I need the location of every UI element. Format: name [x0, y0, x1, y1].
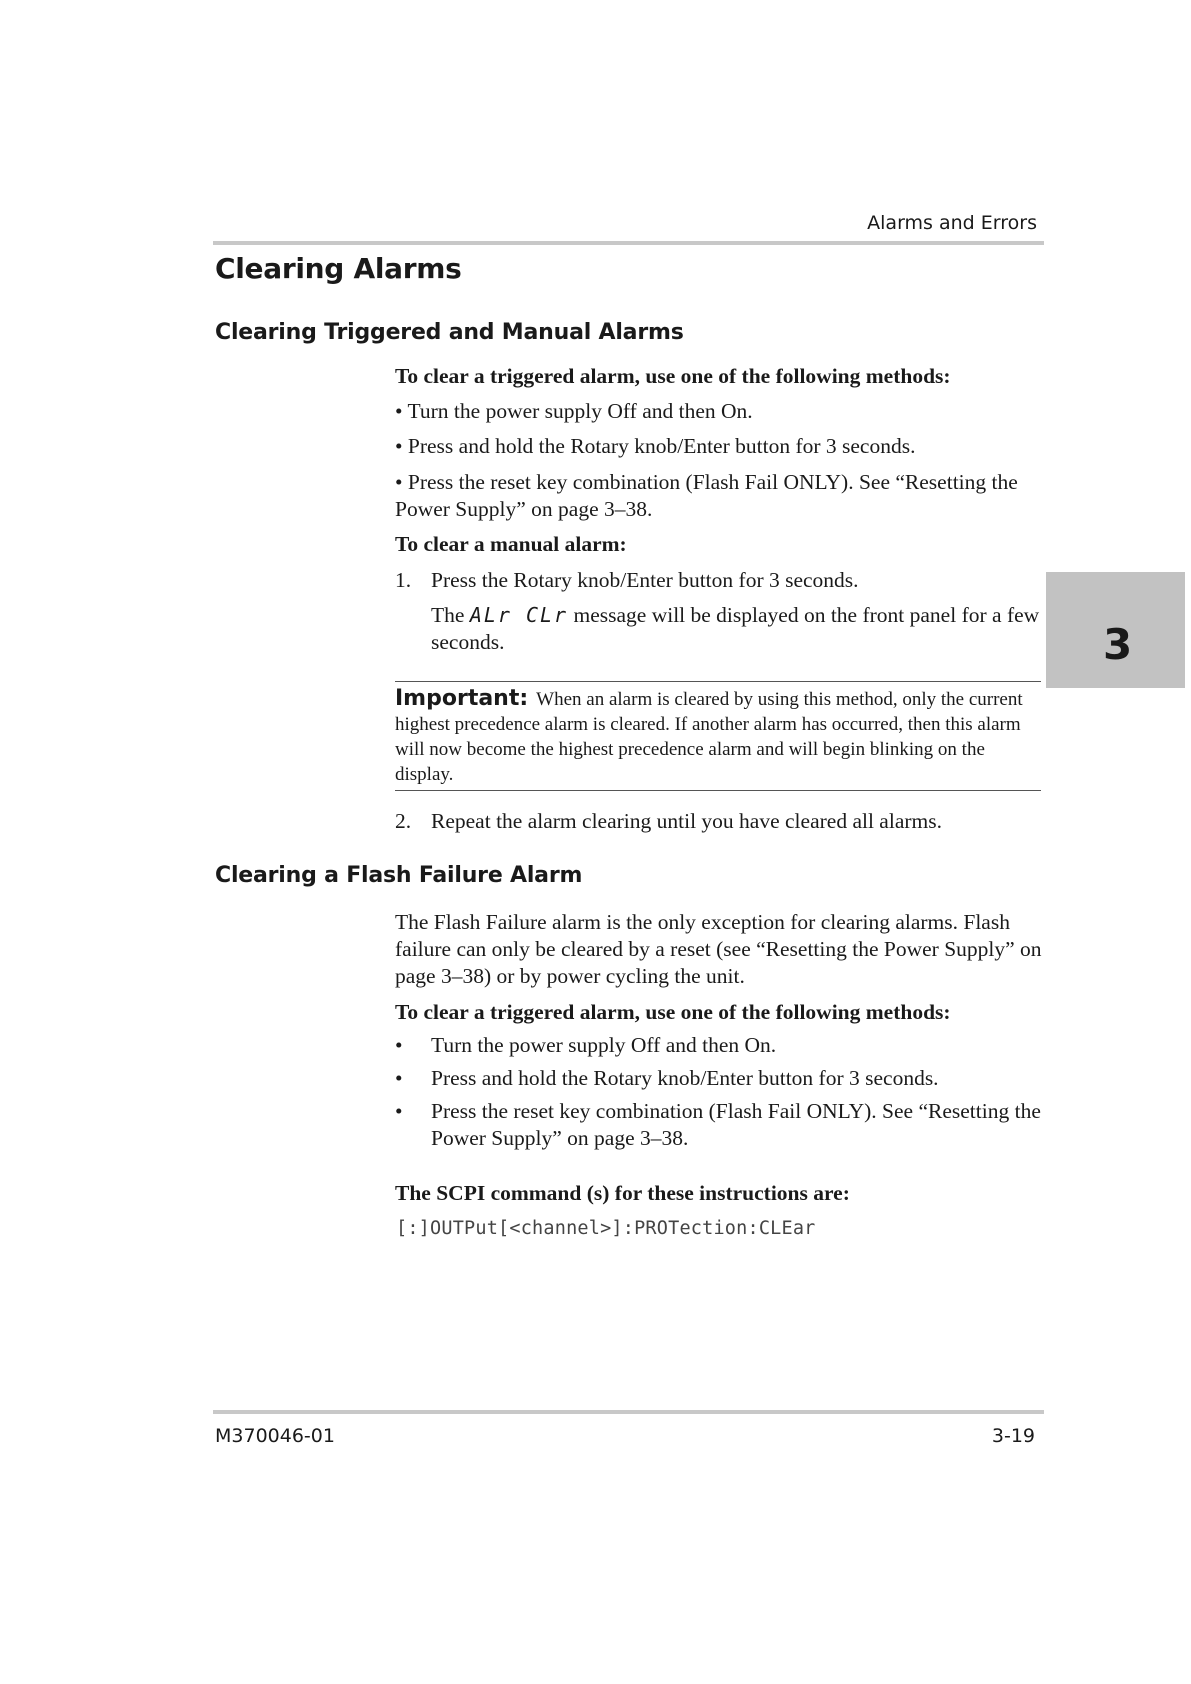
section-heading-triggered-manual: Clearing Triggered and Manual Alarms [215, 320, 684, 345]
page-number: 3-19 [991, 1425, 1035, 1447]
step-2-text: Repeat the alarm clearing until you have cleared all alarms. [431, 809, 942, 833]
running-head: Alarms and Errors [867, 212, 1037, 234]
manual-intro: To clear a manual alarm: [395, 532, 627, 556]
scpi-intro: The SCPI command (s) for these instructions are: [395, 1181, 850, 1205]
step-1-note [431, 602, 1041, 656]
important-text: When an alarm is cleared by using this method, only the current highest precedence alarm is cleared. If another alarm has occurred, then this alarm will now become the highest precedence alarm and will begin blinking on the display. [395, 689, 1023, 785]
chapter-number: 3 [1103, 620, 1133, 669]
flash-methods-intro: To clear a triggered alarm, use one of the following methods: [395, 1000, 951, 1024]
flash-method-3: Press the reset key combination (Flash Fail ONLY). See “Resetting the Power Supply” on page 3–38. [431, 1099, 1041, 1150]
flash-method-1: Turn the power supply Off and then On. [431, 1033, 777, 1057]
step-1-note-post: message will be displayed on the front panel for a few seconds. [431, 603, 1040, 654]
scpi-command: [:]OUTPut[<channel>]:PROTection:CLEar [396, 1218, 816, 1239]
footer-rule [213, 1410, 1044, 1414]
flash-method-2: Press and hold the Rotary knob/Enter button for 3 seconds. [431, 1066, 939, 1090]
step-2-number: 2. [395, 809, 412, 833]
important-note-body [395, 686, 1041, 787]
important-label: Important: [395, 686, 529, 711]
triggered-method-1: • Turn the power supply Off and then On. [395, 399, 753, 423]
step-1-number: 1. [395, 568, 412, 592]
triggered-method-2: • Press and hold the Rotary knob/Enter button for 3 seconds. [395, 434, 916, 458]
step-1-text: Press the Rotary knob/Enter button for 3 seconds. [431, 568, 859, 592]
document-number: M370046-01 [215, 1425, 335, 1447]
flash-bullet-3: • [395, 1099, 403, 1123]
front-panel-display-message: ALr CLr [469, 603, 569, 627]
page-title: Clearing Alarms [215, 252, 462, 285]
triggered-method-3: • Press the reset key combination (Flash Fail ONLY). See “Resetting the Power Supply” on page 3–38. [395, 470, 1018, 521]
important-note [395, 681, 1041, 791]
flash-failure-intro: The Flash Failure alarm is the only exception for clearing alarms. Flash failure can only be cleared by a reset (see “Resetting the Power Supply” on page 3–38) or by power cycling the unit. [395, 910, 1042, 988]
section-heading-flash-failure: Clearing a Flash Failure Alarm [215, 863, 583, 888]
flash-bullet-1: • [395, 1033, 403, 1057]
step-1-note-pre: The [431, 603, 470, 627]
flash-bullet-2: • [395, 1066, 403, 1090]
triggered-intro: To clear a triggered alarm, use one of the following methods: [395, 364, 951, 388]
header-rule [213, 241, 1044, 245]
